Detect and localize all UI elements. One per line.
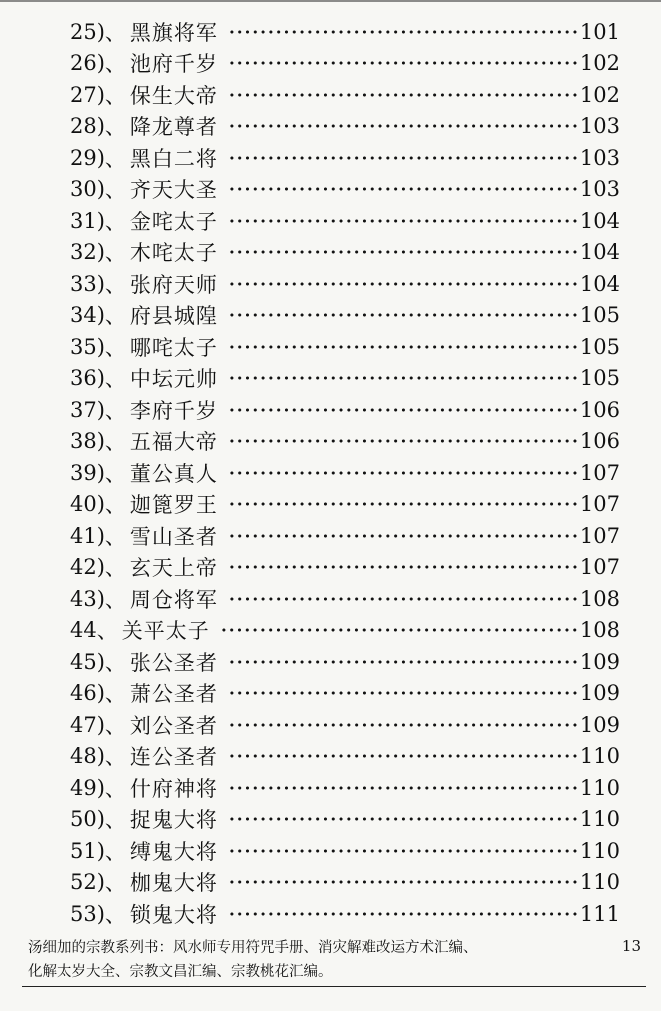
toc-entry-leader-dots bbox=[228, 313, 578, 317]
toc-entry-page: 111 bbox=[579, 901, 620, 926]
toc-entry-separator: 、 bbox=[104, 304, 126, 329]
toc-entry bbox=[70, 552, 620, 584]
toc-entry-title: 雪山圣者 bbox=[129, 524, 218, 549]
top-rule bbox=[0, 0, 661, 6]
toc-entry-page: 103 bbox=[579, 177, 620, 202]
toc-entry bbox=[70, 520, 620, 552]
toc-entry bbox=[70, 48, 620, 80]
toc-entry-title: 金咤太子 bbox=[129, 209, 218, 234]
toc-entry-page: 108 bbox=[579, 618, 620, 643]
toc-entry-page: 103 bbox=[579, 114, 620, 139]
toc-entry-page: 109 bbox=[579, 681, 620, 706]
toc-entry-separator: 、 bbox=[104, 367, 126, 392]
toc-entry-leader-dots bbox=[228, 880, 578, 884]
toc-entry-number: 46) bbox=[70, 681, 105, 706]
toc-entry-title: 中坛元帅 bbox=[129, 367, 218, 392]
toc-entry-separator: 、 bbox=[104, 83, 126, 108]
toc-entry bbox=[70, 772, 620, 804]
toc-entry-page: 104 bbox=[579, 208, 620, 233]
toc-entry-number: 39) bbox=[70, 460, 105, 485]
toc-entry-number: 27) bbox=[70, 82, 105, 107]
toc-entry-page: 102 bbox=[579, 82, 620, 107]
toc-entry-page: 104 bbox=[579, 240, 620, 265]
toc-entry-separator: 、 bbox=[104, 20, 126, 45]
toc-entry-number: 33) bbox=[70, 271, 105, 296]
bottom-rule bbox=[22, 986, 646, 987]
toc-entry-leader-dots bbox=[228, 817, 578, 821]
toc-entry-number: 34) bbox=[70, 303, 105, 328]
toc-entry bbox=[70, 394, 620, 426]
toc-entry-leader-dots bbox=[228, 786, 578, 790]
toc-entry-leader-dots bbox=[228, 502, 578, 506]
toc-entry-leader-dots bbox=[228, 723, 578, 727]
toc-entry-page: 109 bbox=[579, 649, 620, 674]
toc-entry-separator: 、 bbox=[96, 619, 118, 644]
toc-entry-number: 52) bbox=[70, 870, 105, 895]
toc-entry-separator: 、 bbox=[104, 556, 126, 581]
toc-entry-leader-dots bbox=[228, 408, 578, 412]
toc-entry bbox=[70, 867, 620, 899]
toc-entry-leader-dots bbox=[228, 124, 578, 128]
toc-entry-separator: 、 bbox=[104, 839, 126, 864]
toc-entry bbox=[70, 898, 620, 930]
toc-entry-title: 刘公圣者 bbox=[129, 713, 218, 738]
toc-entry-title: 黑白二将 bbox=[129, 146, 218, 171]
toc-entry-page: 107 bbox=[579, 460, 620, 485]
toc-entry-title: 五福大帝 bbox=[129, 430, 218, 455]
toc-entry bbox=[70, 363, 620, 395]
toc-entry-separator: 、 bbox=[104, 52, 126, 77]
toc-entry-number: 25) bbox=[70, 19, 105, 44]
toc-entry-number: 40) bbox=[70, 492, 105, 517]
toc-entry bbox=[70, 205, 620, 237]
toc-entry-number: 42) bbox=[70, 555, 105, 580]
toc-entry-leader-dots bbox=[228, 219, 578, 223]
toc-entry-page: 107 bbox=[579, 492, 620, 517]
toc-entry-number: 47) bbox=[70, 712, 105, 737]
toc-entry-title: 连公圣者 bbox=[129, 745, 218, 770]
toc-entry bbox=[70, 79, 620, 111]
toc-entry-separator: 、 bbox=[104, 682, 126, 707]
page-number: 13 bbox=[621, 937, 641, 955]
toc-entry-leader-dots bbox=[228, 691, 578, 695]
toc-entry-separator: 、 bbox=[104, 650, 126, 675]
footer-series-line-2: 化解太岁大全、宗教文昌汇编、宗教桃花汇编。 bbox=[28, 964, 333, 980]
toc-entry-separator: 、 bbox=[104, 272, 126, 297]
toc-entry-title: 保生大帝 bbox=[129, 83, 218, 108]
toc-entry-page: 105 bbox=[579, 303, 620, 328]
toc-entry-separator: 、 bbox=[104, 335, 126, 360]
toc-entry-page: 110 bbox=[579, 870, 620, 895]
toc-entry-page: 102 bbox=[579, 51, 620, 76]
toc-entry-number: 36) bbox=[70, 366, 105, 391]
toc-entry-title: 齐天大圣 bbox=[129, 178, 218, 203]
toc-entry-title: 哪咤太子 bbox=[129, 335, 218, 360]
toc-entry-page: 107 bbox=[579, 555, 620, 580]
toc-entry-separator: 、 bbox=[104, 493, 126, 518]
toc-entry bbox=[70, 268, 620, 300]
toc-entry-separator: 、 bbox=[104, 115, 126, 140]
toc-entry bbox=[70, 741, 620, 773]
toc-entry bbox=[70, 331, 620, 363]
toc-entry-leader-dots bbox=[228, 471, 578, 475]
toc-entry-leader-dots bbox=[228, 61, 578, 65]
toc-entry-title: 周仓将军 bbox=[129, 587, 218, 612]
toc-entry-leader-dots bbox=[228, 565, 578, 569]
toc-entry-title: 捉鬼大将 bbox=[129, 808, 218, 833]
toc-entry-title: 锁鬼大将 bbox=[129, 902, 218, 927]
footer-series-line-1: 汤细加的宗教系列书：风水师专用符咒手册、消灾解难改运方术汇编、 bbox=[28, 940, 478, 956]
toc-entry-title: 迦篦罗王 bbox=[129, 493, 218, 518]
toc-entry-number: 43) bbox=[70, 586, 105, 611]
toc-entry bbox=[70, 678, 620, 710]
toc-entry-number: 50) bbox=[70, 807, 105, 832]
toc-entry-leader-dots bbox=[228, 849, 578, 853]
toc-entry-title: 池府千岁 bbox=[129, 52, 218, 77]
toc-entry-title: 李府千岁 bbox=[129, 398, 218, 423]
toc-entry bbox=[70, 426, 620, 458]
toc-entry-number: 30) bbox=[70, 177, 105, 202]
toc-entry-number: 28) bbox=[70, 114, 105, 139]
toc-entry-number: 45) bbox=[70, 649, 105, 674]
toc-entry-leader-dots bbox=[228, 534, 578, 538]
toc-entry-separator: 、 bbox=[104, 241, 126, 266]
toc-entry-separator: 、 bbox=[104, 178, 126, 203]
toc-entry-title: 府县城隍 bbox=[129, 304, 218, 329]
toc-entry bbox=[70, 174, 620, 206]
toc-entry bbox=[70, 804, 620, 836]
toc-entry-page: 110 bbox=[579, 807, 620, 832]
toc-entry-number: 41) bbox=[70, 523, 105, 548]
toc-entry-number: 49) bbox=[70, 775, 105, 800]
toc-entry-separator: 、 bbox=[104, 871, 126, 896]
toc-entry-page: 105 bbox=[579, 366, 620, 391]
toc-entry-page: 110 bbox=[579, 744, 620, 769]
toc-entry-leader-dots bbox=[228, 250, 578, 254]
toc-entry-page: 103 bbox=[579, 145, 620, 170]
toc-entry-number: 35) bbox=[70, 334, 105, 359]
toc-entry-page: 110 bbox=[579, 838, 620, 863]
toc-entry-leader-dots bbox=[228, 345, 578, 349]
toc-entry-leader-dots bbox=[228, 660, 578, 664]
toc-entry-leader-dots bbox=[220, 628, 578, 632]
toc-entry-number: 26) bbox=[70, 51, 105, 76]
toc-entry-page: 106 bbox=[579, 397, 620, 422]
toc-entry-title: 张府天师 bbox=[129, 272, 218, 297]
toc-entry-title: 降龙尊者 bbox=[129, 115, 218, 140]
toc-entry bbox=[70, 237, 620, 269]
toc-entry bbox=[70, 457, 620, 489]
toc-entry-leader-dots bbox=[228, 376, 578, 380]
toc-entry-separator: 、 bbox=[104, 524, 126, 549]
toc-entry-leader-dots bbox=[228, 30, 578, 34]
toc-entry-title: 关平太子 bbox=[121, 619, 210, 644]
toc-entry-separator: 、 bbox=[104, 745, 126, 770]
toc-entry-page: 109 bbox=[579, 712, 620, 737]
toc-entry-separator: 、 bbox=[104, 209, 126, 234]
toc-entry-page: 105 bbox=[579, 334, 620, 359]
toc-entry bbox=[70, 142, 620, 174]
toc-entry-number: 38) bbox=[70, 429, 105, 454]
toc-entry-leader-dots bbox=[228, 187, 578, 191]
toc-entry-number: 29) bbox=[70, 145, 105, 170]
toc-entry-separator: 、 bbox=[104, 461, 126, 486]
toc-entry-title: 枷鬼大将 bbox=[129, 871, 218, 896]
toc-entry-title: 黑旗将军 bbox=[129, 20, 218, 45]
footer bbox=[28, 936, 648, 984]
toc-entry-title: 缚鬼大将 bbox=[129, 839, 218, 864]
toc-entry-page: 110 bbox=[579, 775, 620, 800]
toc-entry-page: 104 bbox=[579, 271, 620, 296]
toc-entry-title: 萧公圣者 bbox=[129, 682, 218, 707]
table-of-contents bbox=[70, 16, 620, 930]
toc-entry-number: 37) bbox=[70, 397, 105, 422]
toc-entry-page: 106 bbox=[579, 429, 620, 454]
toc-entry bbox=[70, 583, 620, 615]
toc-entry bbox=[70, 835, 620, 867]
toc-entry-separator: 、 bbox=[104, 146, 126, 171]
toc-entry-title: 木咤太子 bbox=[129, 241, 218, 266]
toc-entry-leader-dots bbox=[228, 439, 578, 443]
toc-entry-page: 107 bbox=[579, 523, 620, 548]
toc-entry-separator: 、 bbox=[104, 398, 126, 423]
toc-entry-separator: 、 bbox=[104, 902, 126, 927]
toc-entry bbox=[70, 646, 620, 678]
toc-entry-number: 44 bbox=[70, 618, 97, 643]
toc-entry-number: 51) bbox=[70, 838, 105, 863]
toc-entry-leader-dots bbox=[228, 156, 578, 160]
toc-entry-separator: 、 bbox=[104, 430, 126, 455]
toc-entry-title: 什府神将 bbox=[129, 776, 218, 801]
toc-entry-leader-dots bbox=[228, 597, 578, 601]
toc-entry bbox=[70, 489, 620, 521]
toc-entry-page: 101 bbox=[579, 19, 620, 44]
toc-entry-title: 董公真人 bbox=[129, 461, 218, 486]
toc-entry bbox=[70, 16, 620, 48]
toc-entry-separator: 、 bbox=[104, 713, 126, 738]
toc-entry-separator: 、 bbox=[104, 776, 126, 801]
toc-entry-separator: 、 bbox=[104, 587, 126, 612]
toc-entry-number: 48) bbox=[70, 744, 105, 769]
toc-entry-number: 31) bbox=[70, 208, 105, 233]
toc-entry-leader-dots bbox=[228, 93, 578, 97]
toc-entry bbox=[70, 615, 620, 647]
toc-entry bbox=[70, 111, 620, 143]
toc-entry-leader-dots bbox=[228, 282, 578, 286]
toc-entry-separator: 、 bbox=[104, 808, 126, 833]
toc-entry-leader-dots bbox=[228, 754, 578, 758]
toc-entry-title: 张公圣者 bbox=[129, 650, 218, 675]
toc-entry bbox=[70, 709, 620, 741]
toc-entry-leader-dots bbox=[228, 912, 578, 916]
toc-entry-number: 32) bbox=[70, 240, 105, 265]
toc-entry-number: 53) bbox=[70, 901, 105, 926]
toc-entry-page: 108 bbox=[579, 586, 620, 611]
toc-entry-title: 玄天上帝 bbox=[129, 556, 218, 581]
toc-entry bbox=[70, 300, 620, 332]
